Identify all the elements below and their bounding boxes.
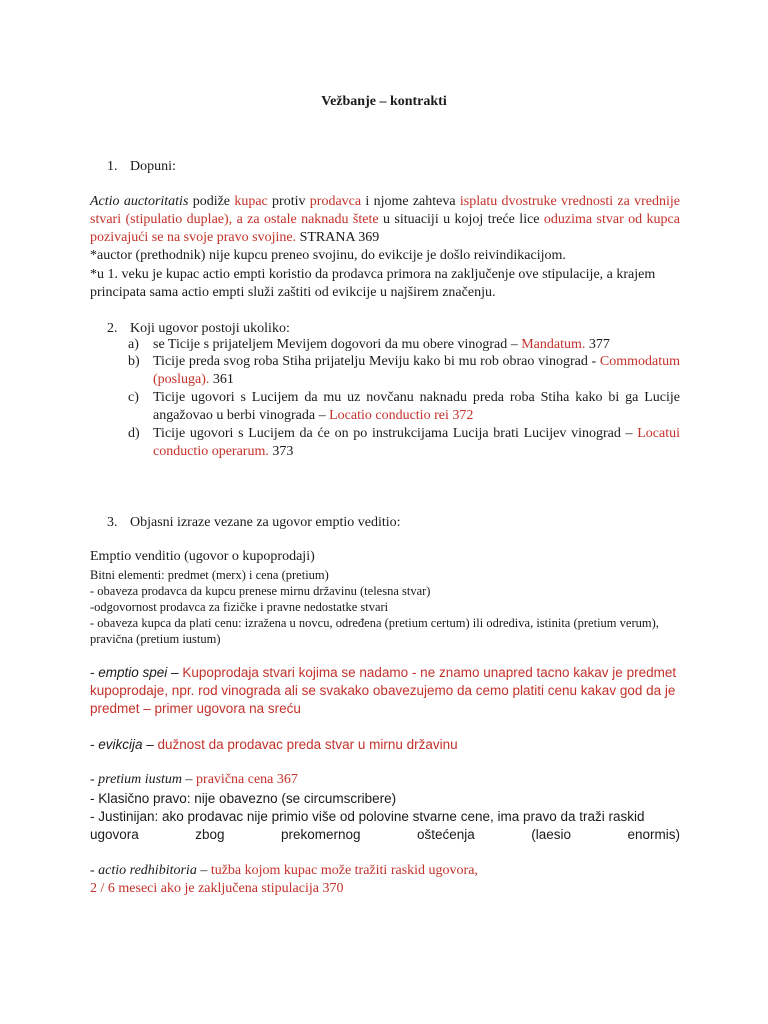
pretium-iustum-justinian-cont bbox=[90, 826, 680, 844]
paragraph-segment: isplatu dvostruke vrednosti za vrednije stvari (stipulatio duplae), a za ostale naknadu štete bbox=[90, 194, 680, 227]
separator: – bbox=[142, 737, 158, 752]
item-page: 361 bbox=[209, 372, 234, 387]
term: pretium iustum bbox=[98, 772, 183, 787]
list-item-b bbox=[128, 353, 680, 389]
item-answer: Commodatum (posluga). bbox=[153, 354, 680, 387]
definition: tužba kojom kupac može tražiti raskid ugovora, bbox=[210, 863, 478, 878]
pretium-iustum-definition bbox=[90, 771, 680, 789]
paragraph-segment: STRANA 369 bbox=[296, 230, 380, 245]
item-page: 373 bbox=[268, 444, 294, 459]
section-1-heading: Dopuni: bbox=[130, 159, 176, 174]
paragraph-segment: kupac bbox=[234, 194, 268, 209]
word: oštećenja bbox=[416, 827, 475, 842]
definition: dužnost da prodavac preda stvar u mirnu državinu bbox=[157, 737, 458, 752]
list-item-d bbox=[128, 425, 680, 461]
item-text: se Ticije s prijateljem Mevijem dogovori da mu obere vinograd – bbox=[153, 337, 522, 352]
paragraph-segment: podiže bbox=[188, 194, 235, 209]
section-3-number: 3. bbox=[107, 515, 118, 530]
separator: – bbox=[182, 772, 197, 787]
word: prekomernog bbox=[280, 827, 361, 842]
page-title: Vežbanje – kontrakti bbox=[321, 94, 447, 109]
paragraph-segment: u situaciji u kojoj treće lice bbox=[378, 212, 544, 227]
element-line: Bitni elementi: predmet (merx) i cena (pretium) bbox=[90, 568, 329, 582]
element-line: -odgovornost prodavca za fizičke i pravne nedostatke stvari bbox=[90, 600, 389, 614]
term: emptio spei bbox=[98, 665, 168, 680]
word: zbog bbox=[195, 827, 225, 842]
evikcija-definition bbox=[90, 736, 680, 754]
emptio-venditio-elements bbox=[90, 567, 680, 647]
pretium-iustum-classic: - Klasično pravo: nije obavezno (se circumscribere) bbox=[90, 791, 397, 806]
word: ugovora bbox=[90, 827, 139, 842]
dash: - bbox=[90, 772, 99, 787]
term: evikcija bbox=[98, 737, 143, 752]
actio-redhibitoria-definition bbox=[90, 862, 680, 880]
list-letter: c) bbox=[128, 390, 139, 405]
item-text: Ticije ugovori s Lucijem da mu uz novčanu naknadu preda roba Stiha kako bi ga Lucije angažovao u berbi vinograda – bbox=[153, 390, 680, 423]
list-letter: a) bbox=[128, 337, 139, 352]
section-3-heading: Objasni izraze vezane za ugovor emptio veditio: bbox=[130, 515, 401, 530]
section-2-number: 2. bbox=[107, 321, 118, 336]
list-letter: b) bbox=[128, 354, 140, 369]
dash: - bbox=[90, 665, 99, 680]
actio-redhibitoria-term: 2 / 6 meseci ako je zaključena stipulacija 370 bbox=[90, 881, 344, 896]
word: (laesio bbox=[531, 827, 572, 842]
paragraph-segment: protiv bbox=[267, 194, 310, 209]
definition: Kupoprodaja stvari kojima se nadamo - ne znamo unapred tacno kakav je predmet kupoprodaje, npr. rod vinograda ali se svakako obavezujemo da cemo platiti cenu kakav god da je predmet – primer ugovora na sreću bbox=[90, 665, 677, 716]
paragraph-segment: i njome zahteva bbox=[361, 194, 460, 209]
definition: pravična cena 367 bbox=[196, 772, 298, 787]
pretium-iustum-justinian: - Justinijan: ako prodavac nije primio više od polovine stvarne cene, ima pravo da traži raskid bbox=[90, 809, 645, 824]
separator: – bbox=[196, 863, 211, 878]
section-1-paragraph bbox=[90, 193, 680, 247]
item-page: 377 bbox=[585, 337, 610, 352]
item-text: Ticije ugovori s Lucijem da će on po instrukcijama Lucija brati Lucijev vinograd – bbox=[153, 426, 638, 441]
emptio-venditio-title: Emptio venditio (ugovor o kupoprodaji) bbox=[90, 549, 315, 564]
list-item-a bbox=[128, 336, 680, 354]
element-line: - obaveza kupca da plati cenu: izražena u novcu, određena (pretium certum) ili odrediva, istinita (pretium verum), pravična (pretium iustum) bbox=[90, 616, 659, 646]
auctor-note: *auctor (prethodnik) nije kupcu preneo svojinu, do evikcije je došlo reivindikacijom. bbox=[90, 248, 566, 263]
paragraph-segment: prodavca bbox=[309, 194, 362, 209]
paragraph-segment: oduzima stvar od kupca pozivajući se na svoje pravo svojine. bbox=[90, 212, 680, 245]
item-answer: Locatui conductio operarum. bbox=[153, 426, 680, 459]
element-line: - obaveza prodavca da kupcu prenese mirnu državinu (telesna stvar) bbox=[90, 584, 431, 598]
dash: - bbox=[90, 737, 99, 752]
list-letter: d) bbox=[128, 426, 140, 441]
actio-empti-note: *u 1. veku je kupac actio empti koristio da prodavca primora na zaključenje ove stipulacije, a krajem principata sama actio empti služi zaštiti od evikcije u najširem značenju. bbox=[90, 267, 656, 300]
item-text: Ticije preda svog roba Stiha prijatelju Meviju kako bi mu rob obrao vinograd - bbox=[153, 354, 600, 369]
list-item-c bbox=[128, 389, 680, 425]
section-1-number: 1. bbox=[107, 159, 118, 174]
item-answer: Mandatum. bbox=[521, 337, 586, 352]
term: actio redhibitoria bbox=[98, 863, 197, 878]
word: enormis) bbox=[627, 827, 680, 842]
paragraph-segment: Actio auctoritatis bbox=[90, 194, 189, 209]
section-2-heading: Koji ugovor postoji ukoliko: bbox=[130, 321, 290, 336]
emptio-spei-definition bbox=[90, 664, 680, 718]
separator: – bbox=[167, 665, 183, 680]
item-answer: Locatio conductio rei 372 bbox=[329, 408, 474, 423]
dash: - bbox=[90, 863, 99, 878]
